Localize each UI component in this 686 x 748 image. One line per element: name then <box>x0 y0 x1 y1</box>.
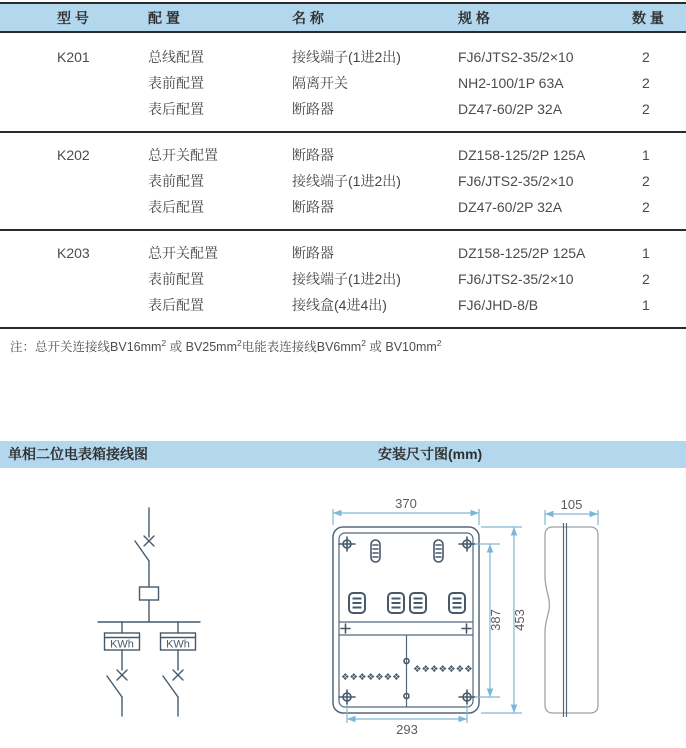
spec-cell: NH2-100/1P 63A <box>458 75 564 91</box>
branch-breaker-2 <box>163 650 183 716</box>
model-cell: K201 <box>57 49 90 65</box>
config-cell: 总开关配置 <box>148 147 218 163</box>
spec-cell: DZ158-125/2P 125A <box>458 245 586 261</box>
table-group-k203 <box>0 231 686 329</box>
config-cell: 表后配置 <box>148 297 204 313</box>
wiring-diagram-title: 单相二位电表箱接线图 <box>8 446 148 462</box>
table-body <box>0 35 686 329</box>
qty-cell: 2 <box>642 199 650 215</box>
table-group-k202 <box>0 133 686 231</box>
installation-dimension-diagram <box>320 475 686 748</box>
col-header-config: 配 置 <box>148 9 180 26</box>
spec-cell: FJ6/JHD-8/B <box>458 297 539 313</box>
note-label: 注： <box>10 340 36 354</box>
kwh-label-2: KWh <box>166 638 190 651</box>
bus-bar <box>98 622 200 633</box>
name-cell: 接线端子(1进2出) <box>292 173 401 189</box>
knockout-row-left: ❖❖❖❖❖❖❖ <box>341 672 401 683</box>
name-cell: 隔离开关 <box>292 75 348 91</box>
model-cell: K203 <box>57 245 90 261</box>
spec-cell: DZ47-60/2P 32A <box>458 199 563 215</box>
knockout-row-right: ❖❖❖❖❖❖❖ <box>413 664 473 675</box>
main-breaker-symbol <box>135 536 154 587</box>
col-header-model: 型 号 <box>57 9 89 26</box>
dim-label-inner-height: 387 <box>488 609 503 631</box>
col-header-quantity: 数 量 <box>632 9 664 26</box>
main-switch-box <box>140 587 159 622</box>
dim-label-hole-span: 293 <box>396 722 418 737</box>
qty-cell: 1 <box>642 245 650 261</box>
config-cell: 总线配置 <box>148 49 204 65</box>
kwh-label-1: KWh <box>110 638 134 651</box>
qty-cell: 2 <box>642 271 650 287</box>
section-header-bar <box>0 441 686 468</box>
kwh-meter-2 <box>161 633 196 651</box>
name-cell: 断路器 <box>292 101 334 117</box>
wiring-note: 注：总开关连接线$BV16mm^2$ 或 $BV25mm^2$电能表连接线$BV6mm^2$ 或 $BV10mm^2$ <box>10 337 442 354</box>
name-cell: 断路器 <box>292 199 334 215</box>
name-cell: 接线盒(4进4出) <box>292 297 387 313</box>
model-cell: K202 <box>57 147 90 163</box>
table-header-row <box>0 4 686 33</box>
spec-cell: FJ6/JTS2-35/2×10 <box>458 271 574 287</box>
col-header-name: 名 称 <box>292 9 324 26</box>
branch-breaker-1 <box>107 650 127 716</box>
dim-label-height: 453 <box>512 609 527 631</box>
spec-cell: FJ6/JTS2-35/2×10 <box>458 49 574 65</box>
kwh-meter-1 <box>105 633 140 651</box>
qty-cell: 1 <box>642 297 650 313</box>
config-cell: 表前配置 <box>148 75 204 91</box>
config-cell: 总开关配置 <box>148 245 218 261</box>
spec-cell: FJ6/JTS2-35/2×10 <box>458 173 574 189</box>
name-cell: 接线端子(1进2出) <box>292 271 401 287</box>
dimension-diagram-title: 安装尺寸图(mm) <box>378 446 483 462</box>
name-cell: 接线端子(1进2出) <box>292 49 401 65</box>
spec-cell: DZ47-60/2P 32A <box>458 101 563 117</box>
qty-cell: 2 <box>642 49 650 65</box>
config-cell: 表前配置 <box>148 173 204 189</box>
qty-cell: 2 <box>642 101 650 117</box>
qty-cell: 2 <box>642 173 650 189</box>
dimension-105 <box>545 497 598 525</box>
wiring-diagram <box>60 490 280 748</box>
qty-cell: 2 <box>642 75 650 91</box>
dim-label-width: 370 <box>395 496 417 511</box>
config-cell: 表后配置 <box>148 199 204 215</box>
enclosure-side-view <box>545 523 598 717</box>
table-group-k201 <box>0 35 686 133</box>
col-header-spec: 规 格 <box>458 9 490 26</box>
config-cell: 表前配置 <box>148 271 204 287</box>
dimension-370 <box>333 496 479 525</box>
dim-label-depth: 105 <box>560 497 583 512</box>
qty-cell: 1 <box>642 147 650 163</box>
name-cell: 断路器 <box>292 245 334 261</box>
name-cell: 断路器 <box>292 147 334 163</box>
spec-cell: DZ158-125/2P 125A <box>458 147 586 163</box>
config-cell: 表后配置 <box>148 101 204 117</box>
